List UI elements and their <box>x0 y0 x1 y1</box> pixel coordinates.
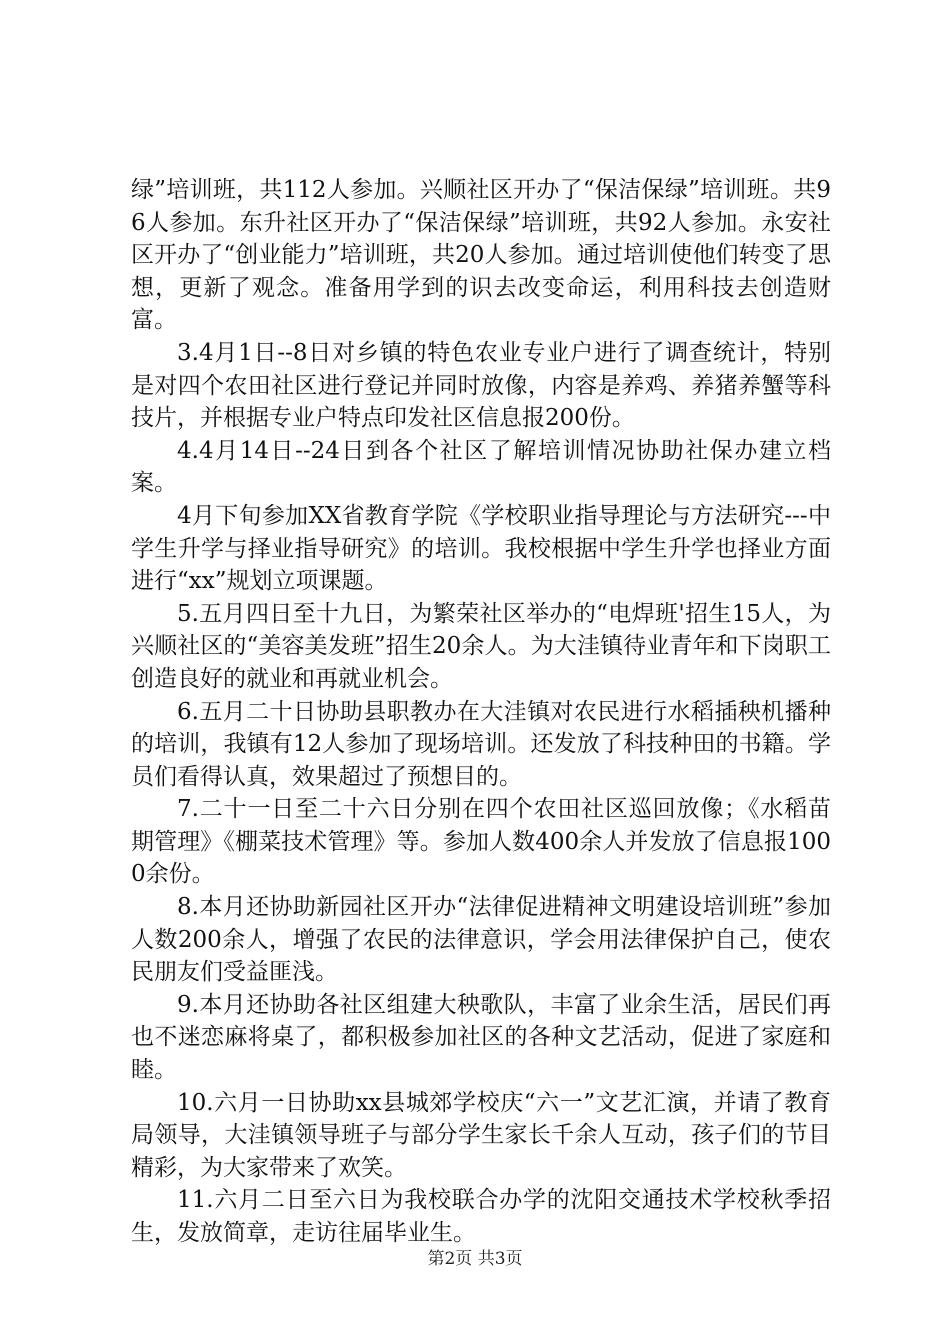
paragraph-item-3: 3.4月1日--8日对乡镇的特色农业专业户进行了调查统计，特别是对四个农田社区进行登记并同时放像，内容是养鸡、养猪养蟹等科技片，并根据专业户特点印发社区信息报200份。 <box>131 339 831 432</box>
paragraph-item-10: 10.六月一日协助xx县城郊学校庆“六一”文艺汇演，并请了教育局领导，大洼镇领导班子与部分学生家长千余人互动，孩子们的节目精彩，为大家带来了欢笑。 <box>131 1089 831 1181</box>
paragraph-continuation: 绿”培训班，共112人参加。兴顺社区开办了“保洁保绿”培训班。共96人参加。东升社区开办了“保洁保绿”培训班，共92人参加。永安社区开办了“创业能力”培训班，共20人参加。通过培训使他们转变了思想，更新了观念。准备用学到的识去改变命运，利用科技去创造财富。 <box>131 177 831 334</box>
page-footer: 第2页 共3页 <box>427 1249 523 1269</box>
paragraph-item-7: 7.二十一日至二十六日分别在四个农田社区巡回放像；《水稻苗期管理》《棚菜技术管理》等。参加人数400余人并发放了信息报1000余份。 <box>131 796 831 888</box>
paragraph-item-4: 4.4月14日--24日到各个社区了解培训情况协助社保办建立档案。 <box>131 437 831 497</box>
paragraph-item-9: 9.本月还协助各社区组建大秧歌队，丰富了业余生活，居民们再也不迷恋麻将桌了，都积极参加社区的各种文艺活动，促进了家庭和睦。 <box>131 991 831 1084</box>
paragraph-item-5: 5.五月四日至十九日，为繁荣社区举办的“电焊班'招生15人，为兴顺社区的“美容美发班”招生20余人。为大洼镇待业青年和下岗职工创造良好的就业和再就业机会。 <box>131 600 831 692</box>
paragraph-item-6: 6.五月二十日协助县职教办在大洼镇对农民进行水稻插秧机播种的培训，我镇有12人参加了现场培训。还发放了科技种田的书籍。学员们看得认真，效果超过了预想目的。 <box>131 698 831 790</box>
paragraph-item-8: 8.本月还协助新园社区开办“法律促进精神文明建设培训班”参加人数200余人，增强了农民的法律意识，学会用法律保护自己，使农民朋友们受益匪浅。 <box>131 894 831 986</box>
paragraph-training-note: 4月下旬参加XX省教育学院《学校职业指导理论与方法研究---中学生升学与择业指导研究》的培训。我校根据中学生升学也择业方面进行“xx”规划立项课题。 <box>131 502 831 595</box>
paragraph-item-11: 11.六月二日至六日为我校联合办学的沈阳交通技术学校秋季招生，发放简章，走访往届毕业生。 <box>131 1187 831 1246</box>
document-body <box>131 174 831 1250</box>
